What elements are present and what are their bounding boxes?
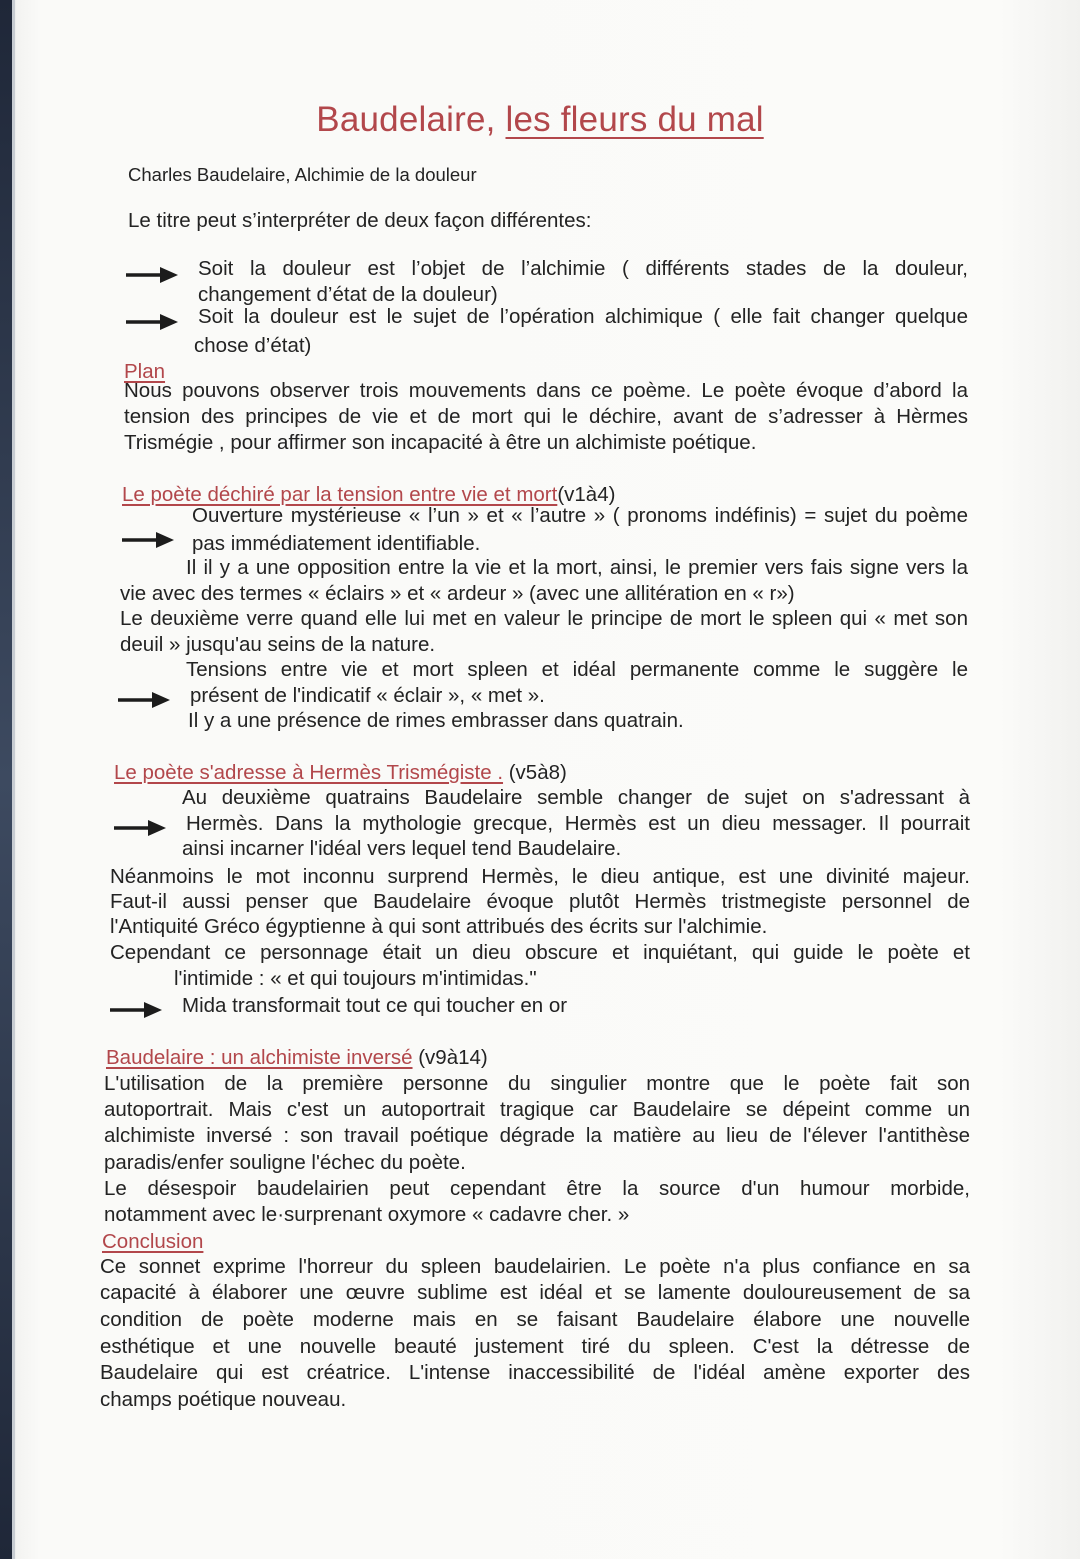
part3-line-4: paradis/enfer souligne l'échec du poète. [104, 1151, 466, 1174]
conclusion-line-6: champs poétique nouveau. [100, 1388, 347, 1411]
part1-line-9: Il y a une présence de rimes embrasser dans quatrain. [188, 709, 684, 732]
part3-line-6: notamment avec le·surprenant oxymore « cadavre cher. » [104, 1203, 630, 1226]
sheet-edge [12, 0, 15, 1559]
part1-line-8: présent de l'indicatif « éclair », « met ». [190, 684, 545, 707]
arrow-right-icon [112, 818, 168, 838]
conclusion-line-1: Ce sonnet exprime l'horreur du spleen baudelairien. Le poète n'a plus confiance en sa [100, 1255, 970, 1278]
part2-heading-row [114, 760, 567, 786]
part1-line-6: deuil » jusqu'au seins de la nature. [120, 633, 436, 656]
plan-line-1: Nous pouvons observer trois mouvements dans ce poème. Le poète évoque d’abord la [124, 379, 968, 402]
part1-verses: (v1à4) [557, 483, 616, 506]
part2-line-1: Au deuxième quatrains Baudelaire semble changer de sujet on s'adressant à [182, 786, 970, 809]
source-line: Charles Baudelaire, Alchimie de la douleur [128, 164, 477, 185]
part3-verses: (v9à14) [412, 1046, 488, 1069]
conclusion-line-3: condition de poète moderne mais en se faisant Baudelaire élabore une nouvelle [100, 1308, 970, 1331]
part2-line-4: Néanmoins le mot inconnu surprend Hermès, le dieu antique, est une divinité majeur. [110, 865, 970, 888]
part2-line-6: l'Antiquité Gréco égyptienne à qui sont attribués des écrits sur l'alchimie. [110, 915, 768, 938]
part1-line-4: vie avec des termes « éclairs » et « ardeur » (avec une allitération en « r») [120, 582, 795, 605]
part2-line-7: Cependant ce personnage était un dieu obscure et inquiétant, qui guide le poète et [110, 941, 970, 964]
interpretation-2-line-1: Soit la douleur est le sujet de l’opération alchimique ( elle fait changer quelque [198, 305, 968, 328]
conclusion-line-5: Baudelaire qui est créatrice. L'intense inaccessibilité de l'idéal amène exporter des [100, 1361, 970, 1384]
title-underlined: les fleurs du mal [505, 100, 764, 139]
interpretation-1-line-2: changement d’état de la douleur) [198, 283, 498, 306]
binder-edge [0, 0, 12, 1559]
conclusion-line-2: capacité à élaborer une œuvre sublime est idéal et se lamente douloureusement de sa [100, 1281, 970, 1304]
part2-line-3: ainsi incarner l'idéal vers lequel tend Baudelaire. [182, 837, 622, 860]
part2-line-2: Hermès. Dans la mythologie grecque, Hermès est un dieu messager. Il pourrait [186, 812, 970, 835]
part1-line-7: Tensions entre vie et mort spleen et idéal permanente comme le suggère le [186, 658, 968, 681]
part2-line-8: l'intimide : « et qui toujours m'intimidas." [174, 967, 537, 990]
plan-heading: Plan [124, 360, 166, 383]
part3-line-2: autoportrait. Mais c'est un autoportrait tragique car Baudelaire se dépeint comme un [104, 1098, 970, 1121]
arrow-right-icon [124, 312, 180, 332]
part2-line-5: Faut-il aussi penser que Baudelaire évoque plutôt Hermès tristmegiste personnel de [110, 890, 970, 913]
arrow-right-icon [124, 265, 180, 285]
part1-line-2: pas immédiatement identifiable. [192, 532, 481, 555]
plan-line-2: tension des principes de vie et de mort qui le déchire, avant de s’adresser à Hèrmes [124, 405, 968, 428]
part3-line-5: Le désespoir baudelairien peut cependant être la source d'un humour morbide, [104, 1177, 970, 1200]
page-title [0, 100, 1080, 140]
part2-verses: (v5à8) [503, 761, 567, 784]
title-plain: Baudelaire, [316, 100, 506, 139]
part2-line-9: Mida transformait tout ce qui toucher en or [182, 994, 568, 1017]
part3-line-1: L'utilisation de la première personne du singulier montre que le poète fait son [104, 1072, 970, 1095]
arrow-right-icon [120, 530, 176, 550]
part1-line-1: Ouverture mystérieuse « l’un » et « l’autre » ( pronoms indéfinis) = sujet du poème [192, 504, 968, 527]
part3-heading-row [106, 1045, 488, 1071]
part1-line-3: Il il y a une opposition entre la vie et la mort, ainsi, le premier vers fais signe vers la [186, 556, 968, 579]
part3-heading: Baudelaire : un alchimiste inversé [106, 1046, 413, 1069]
plan-line-3: Trismégie , pour affirmer son incapacité à être un alchimiste poétique. [124, 431, 757, 454]
part3-line-3: alchimiste inversé : son travail poétique dégrade la matière au lieu de l'élever l'antithèse [104, 1124, 970, 1147]
intro-line: Le titre peut s’interpréter de deux façon différentes: [128, 209, 592, 232]
conclusion-line-4: esthétique et une nouvelle beauté justement tiré du spleen. C'est la détresse de [100, 1335, 970, 1358]
arrow-right-icon [116, 690, 172, 710]
arrow-right-icon [108, 1000, 164, 1020]
interpretation-2-line-2: chose d’état) [194, 334, 312, 357]
interpretation-1-line-1: Soit la douleur est l’objet de l’alchimie ( différents stades de la douleur, [198, 257, 968, 280]
part1-line-5: Le deuxième verre quand elle lui met en valeur le principe de mort le spleen qui « met son [120, 607, 968, 630]
conclusion-heading: Conclusion [102, 1230, 204, 1253]
part2-heading: Le poète s'adresse à Hermès Trismégiste . [114, 761, 504, 784]
part1-heading: Le poète déchiré par la tension entre vie et mort [122, 483, 558, 506]
